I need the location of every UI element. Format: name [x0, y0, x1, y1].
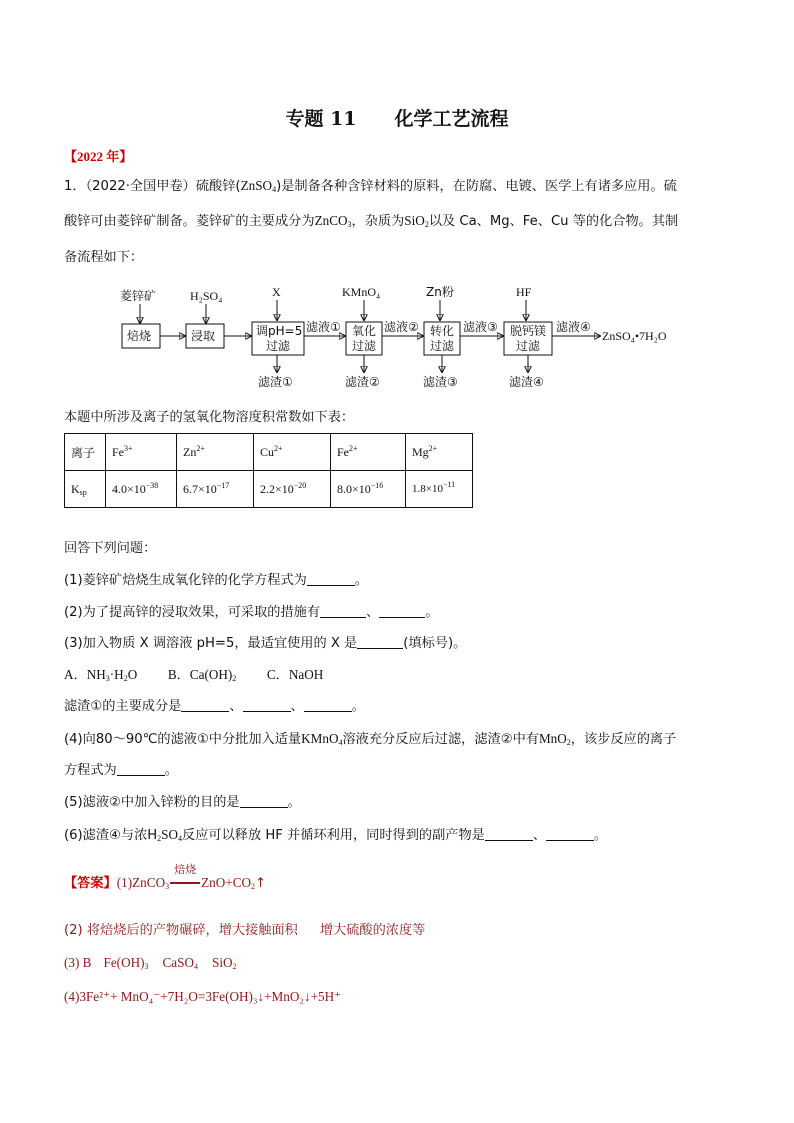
answer-blank — [181, 699, 229, 712]
residue-4-label: 滤渣④ — [509, 375, 544, 389]
answer-intro: 回答下列问题： — [64, 541, 157, 556]
residue-3-label: 滤渣③ — [423, 375, 458, 389]
table-ksp-row — [65, 471, 473, 508]
table-ksp-label: $K_{sp}$ — [65, 471, 106, 508]
table-ion-cell: $Mg^{2+}$ — [406, 434, 473, 471]
answer-blank — [117, 763, 165, 776]
table-ion-cell: $Cu^{2+}$ — [254, 434, 331, 471]
answer-tag: 【答案】 — [64, 876, 117, 891]
input-acid-label: H₂SO₄ — [190, 289, 223, 303]
answer-blank — [379, 605, 425, 618]
product-label: ZnSO₄•7H₂O — [602, 329, 667, 343]
year-tag: 【2022 年】 — [64, 149, 133, 164]
filtrate-3-label: 滤液③ — [463, 320, 498, 334]
table-ion-cell: $Fe^{3+}$ — [106, 434, 177, 471]
box-decalcify-label-2: 过滤 — [516, 339, 541, 353]
table-ksp-value: $6.7\times 10^{-17}$ — [177, 471, 254, 508]
table-ksp-value: $1.8\times 10^{-11}$ — [406, 471, 473, 508]
title-part-2: 化学工艺流程 — [394, 108, 509, 130]
answer-blank — [240, 795, 288, 808]
answer-blank — [357, 636, 403, 649]
option-a: A．$NH_3\cdot H_2O$ — [64, 667, 138, 683]
question-3: (3)加入物质 X 调溶液 pH=5，最适宜使用的 X 是 (填标号)。 — [64, 636, 467, 651]
box-oxidize-label-2: 过滤 — [352, 339, 377, 353]
input-ore-label: 菱锌矿 — [120, 289, 157, 303]
ksp-table — [64, 433, 473, 508]
table-header-label: 离子 — [65, 434, 106, 471]
option-c: C．NaOH — [266, 667, 324, 682]
question-3-options — [64, 666, 323, 684]
table-ion-cell: $Zn^{2+}$ — [177, 434, 254, 471]
input-hf-label: HF — [516, 285, 532, 299]
filtrate-1-label: 滤液① — [306, 320, 341, 334]
table-intro: 本题中所涉及离子的氢氧化物溶度积常数如下表： — [64, 410, 355, 425]
question-6: (6)滤渣④与浓$H_2SO_4$反应可以释放 HF 并循环利用，同时得到的副产物是 、 。 — [64, 827, 608, 843]
box-oxidize-label-1: 氧化 — [352, 324, 377, 338]
box-roast-label: 焙烧 — [127, 329, 152, 343]
residue-2-label: 滤渣② — [345, 375, 380, 389]
box-convert-label-1: 转化 — [430, 324, 455, 338]
process-flow-diagram — [106, 282, 706, 394]
filtrate-4-label: 滤液④ — [556, 320, 591, 334]
answer-blank — [304, 699, 352, 712]
box-ph-label-1: 调pH=5 — [256, 324, 303, 338]
input-kmno4-label: KMnO₄ — [342, 285, 381, 299]
answer-2: (2) 将焙烧后的产物碾碎，增大接触面积 增大硫酸的浓度等 — [64, 923, 426, 938]
question-2: (2)为了提高锌的浸取效果，可采取的措施有 、 。 — [64, 605, 439, 620]
table-header-row — [65, 434, 473, 471]
answer-blank — [485, 828, 533, 841]
answer-blank — [546, 828, 594, 841]
box-convert-label-2: 过滤 — [430, 339, 455, 353]
question-line-2: 酸锌可由菱锌矿制备。菱锌矿的主要成分为ZnCO$_3$，杂质为SiO$_2$以及 Ca、Mg、Fe、Cu 等的化合物。其制 — [64, 213, 679, 229]
question-1: (1)菱锌矿焙烧生成氧化锌的化学方程式为 。 — [64, 573, 369, 588]
residue-question: 滤渣①的主要成分是 、 、 。 — [64, 699, 365, 714]
answer-blank — [320, 605, 366, 618]
answer-blank — [243, 699, 291, 712]
question-line-1: 1．（2022·全国甲卷）硫酸锌(ZnSO$_4$)是制备各种含锌材料的原料，在防腐、电镀、医学上有诸多应用。硫 — [64, 178, 677, 194]
table-ksp-value: $2.2\times 10^{-20}$ — [254, 471, 331, 508]
residue-1-label: 滤渣① — [258, 375, 293, 389]
question-4-line-2: 方程式为 。 — [64, 763, 178, 778]
table-ksp-value: $4.0\times 10^{-38}$ — [106, 471, 177, 508]
question-line-3: 备流程如下： — [64, 250, 144, 265]
box-leach-label: 浸取 — [191, 329, 216, 343]
title-part-1: 专题 11 — [285, 108, 357, 130]
table-ksp-value: $8.0\times 10^{-16}$ — [331, 471, 406, 508]
option-b: B．$Ca(OH)_2$ — [167, 667, 237, 683]
box-ph-label-2: 过滤 — [266, 339, 291, 353]
table-ion-cell: $Fe^{2+}$ — [331, 434, 406, 471]
answer-3: (3) B $Fe(OH)_3$ CaSO$_4$ SiO$_2$ — [64, 955, 237, 971]
reaction-condition: 焙烧 — [170, 875, 200, 893]
input-x-label: X — [272, 285, 281, 299]
box-decalcify-label-1: 脱钙镁 — [510, 324, 547, 338]
question-4-line-1: (4)向80～90℃的滤液①中分批加入适量KMnO$_4$溶液充分反应后过滤，滤渣②中有MnO$_2$，该步反应的离子 — [64, 731, 677, 747]
answer-4: (4)3Fe²⁺+ MnO₄⁻+7H₂O=3Fe(OH)₃↓+MnO₂↓+5H⁺ — [64, 989, 342, 1004]
filtrate-2-label: 滤液② — [384, 320, 419, 334]
page-title — [0, 104, 794, 131]
question-5: (5)滤液②中加入锌粉的目的是 。 — [64, 795, 301, 810]
answer-1: 【答案】(1)ZnCO$_3$ 焙烧 $ZnO+CO_2↑$ — [64, 863, 267, 891]
answer-blank — [307, 573, 355, 586]
input-zn-label: Zn粉 — [426, 285, 454, 299]
